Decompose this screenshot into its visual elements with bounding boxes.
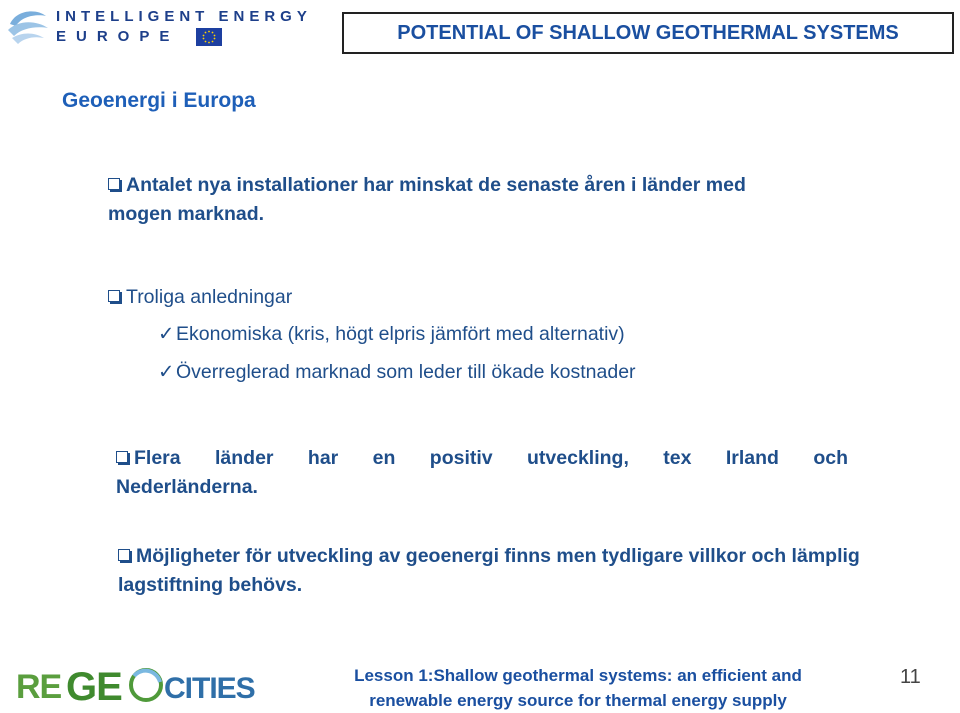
swirl-logo-icon: [6, 6, 52, 48]
checkmark-icon: ✓: [158, 323, 175, 345]
header-title: POTENTIAL OF SHALLOW GEOTHERMAL SYSTEMS: [397, 21, 899, 44]
bullet-item: [118, 542, 878, 600]
header-title-box: [342, 12, 954, 54]
bullet-text: Möjligheter för utveckling av geoenergi finns men tydligare villkor och lämplig lagstiftning behövs.: [118, 545, 860, 596]
eu-flag-icon: [196, 28, 222, 46]
checkbox-bullet-icon: [118, 549, 130, 561]
regeocities-logo: [14, 664, 266, 706]
lesson-line2: renewable energy source for thermal energy supply: [369, 691, 787, 710]
bullet-item: [108, 283, 808, 312]
sub-bullet-text: Ekonomiska (kris, högt elpris jämfört med alternativ): [176, 323, 625, 345]
logo-text-intelligent-energy: INTELLIGENT ENERGY: [56, 8, 312, 25]
sub-bullet-item: [158, 320, 858, 349]
slide-subtitle: Geoenergi i Europa: [62, 89, 256, 112]
bullet-text: Antalet nya installationer har minskat de senaste åren i länder med mogen marknad.: [108, 174, 746, 225]
logo-text-europe: EUROPE: [56, 28, 180, 45]
intelligent-energy-europe-logo: [6, 4, 346, 50]
sub-bullet-item: [158, 358, 858, 387]
lesson-line1: Lesson 1:Shallow geothermal systems: an efficient and: [354, 666, 802, 685]
bullet-text-line2: Nederländerna.: [116, 476, 258, 498]
checkbox-bullet-icon: [116, 451, 128, 463]
checkbox-bullet-icon: [108, 178, 120, 190]
bullet-text-line1: [116, 444, 848, 473]
svg-text:GE: GE: [66, 665, 122, 706]
page-number: 11: [900, 666, 921, 688]
svg-text:CITIES: CITIES: [164, 672, 255, 705]
bullet-item: [108, 171, 808, 229]
bullet-text: Flera länder har en positiv utveckling, tex Irland och: [134, 447, 848, 469]
bullet-item: [116, 444, 848, 502]
bullet-text: Troliga anledningar: [126, 286, 293, 308]
svg-text:RE: RE: [16, 668, 62, 706]
footer-lesson-text: [318, 663, 838, 713]
sub-bullet-text: Överreglerad marknad som leder till ökade kostnader: [176, 361, 636, 383]
checkbox-bullet-icon: [108, 290, 120, 302]
checkmark-icon: ✓: [158, 361, 175, 383]
